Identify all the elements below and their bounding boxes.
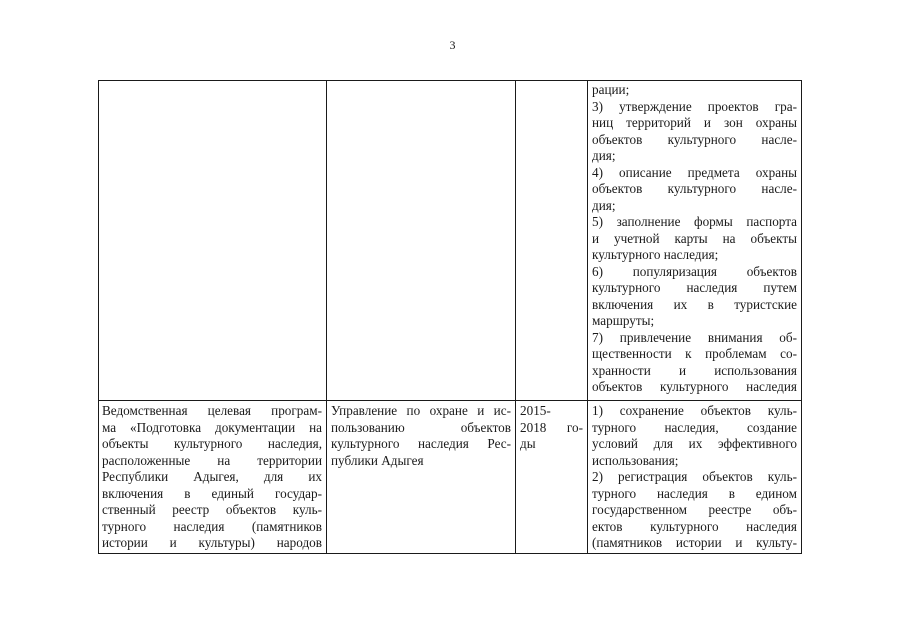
text-line: ственный реестр объектов куль- — [102, 502, 322, 517]
text-line: 1) сохранение объектов куль- — [592, 403, 797, 418]
text-line: ниц территорий и зон охраны — [592, 115, 797, 130]
column-divider-1 — [326, 80, 327, 554]
text-line: ектов культурного наследия — [592, 518, 797, 534]
text-line: Республики Адыгея, для их — [102, 469, 322, 484]
text-line: 4) описание предмета охраны — [592, 164, 797, 180]
text-line: культурного наследия путем — [592, 280, 797, 295]
table-top-border — [98, 80, 802, 81]
row1-objectives-cell — [592, 82, 797, 396]
text-line: 6) популяризация объектов — [592, 263, 797, 279]
text-line: турного наследия (памятников — [102, 518, 322, 534]
text-line: турного наследия, создание — [592, 419, 797, 435]
text-line: включения их в туристские — [592, 296, 797, 312]
text-line: дия; — [592, 148, 616, 163]
text-line: (памятников истории и культу- — [592, 535, 797, 550]
row2-objectives-cell — [592, 403, 797, 552]
table-right-border — [801, 80, 802, 554]
text-line: публики Адыгея — [331, 452, 424, 468]
table-bottom-border — [98, 553, 802, 554]
text-line: хранности и использования — [592, 362, 797, 378]
text-line: дия; — [592, 197, 616, 213]
text-line: включения в единый государ- — [102, 485, 322, 501]
text-line: культурного наследия Рес- — [331, 436, 511, 451]
row2-period-cell — [520, 403, 583, 453]
text-line: 2) регистрация объектов куль- — [592, 469, 797, 484]
text-line: рации; — [592, 82, 630, 97]
text-line: и учетной карты на объекты — [592, 230, 797, 246]
text-line: объектов культурного насле- — [592, 131, 797, 147]
table-left-border — [98, 80, 99, 554]
column-divider-2 — [515, 80, 516, 554]
text-line: объекты культурного наследия, — [102, 436, 322, 451]
text-line: культурного наследия; — [592, 247, 719, 262]
text-line: условий для их эффективного — [592, 436, 797, 451]
text-line: щественности к проблемам со- — [592, 346, 797, 361]
text-line: государственном реестре объ- — [592, 502, 797, 517]
row-divider — [98, 400, 802, 401]
column-divider-3 — [587, 80, 588, 554]
text-line: Ведомственная целевая програм- — [102, 403, 322, 418]
text-line: ма «Подготовка документации на — [102, 419, 322, 435]
text-line: пользованию объектов — [331, 419, 511, 435]
row2-program-name-cell — [102, 403, 322, 552]
text-line: 7) привлечение внимания об- — [592, 329, 797, 345]
text-line: 5) заполнение формы паспорта — [592, 214, 797, 229]
text-line: объектов культурного наследия — [592, 379, 797, 394]
text-line: маршруты; — [592, 313, 655, 328]
text-line: истории и культуры) народов — [102, 535, 322, 550]
text-line: 2018 го- — [520, 419, 583, 435]
text-line: расположенные на территории — [102, 452, 322, 468]
page-number: 3 — [449, 38, 456, 52]
row2-executor-cell — [331, 403, 511, 469]
text-line: объектов культурного насле- — [592, 181, 797, 196]
text-line: Управление по охране и ис- — [331, 403, 511, 418]
text-line: ды — [520, 436, 536, 451]
text-line: турного наследия в едином — [592, 485, 797, 501]
text-line: использования; — [592, 452, 679, 468]
text-line: 2015- — [520, 403, 551, 418]
text-line: 3) утверждение проектов гра- — [592, 98, 797, 114]
